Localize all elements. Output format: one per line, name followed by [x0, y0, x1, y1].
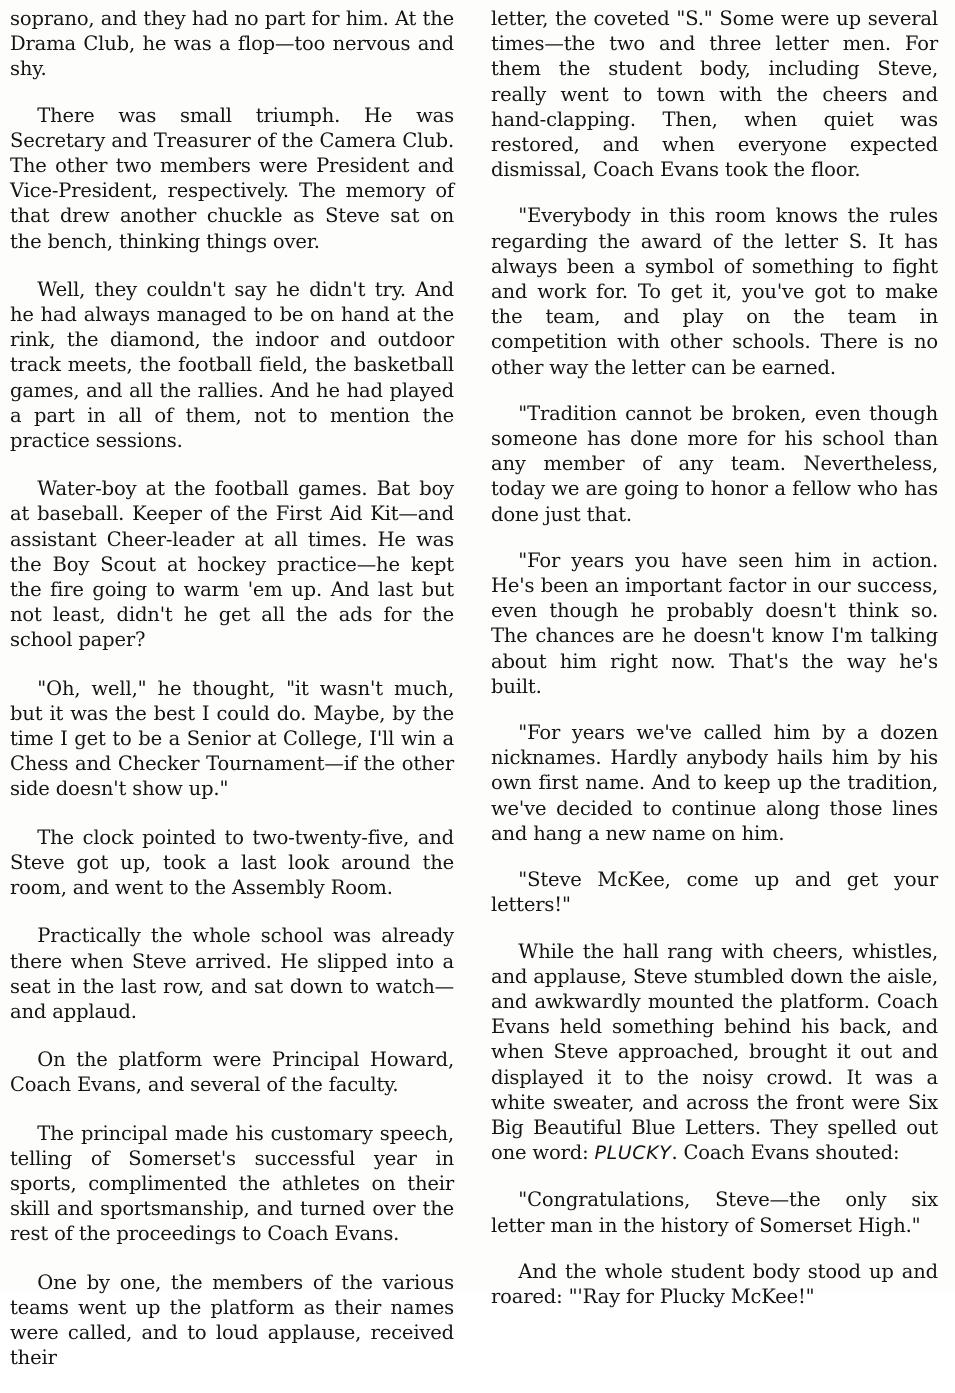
paragraph: On the platform were Principal Howard, Coach Evans, and several of the faculty. [10, 1048, 454, 1097]
paragraph-text: While the hall rang with cheers, whistles, and applause, Steve stumbled down the aisle, and awkwardly mounted the platform. Coach Evans held something behind his back, and when Steve approached, brought it out and displayed it to the noisy crowd. It was a white sweater, and across the front were Six Big Beautiful Blue Letters. They spelled out one word: [491, 939, 938, 1165]
paragraph: soprano, and they had no part for him. At the Drama Club, he was a flop—too nervous and shy. [10, 7, 454, 81]
paragraph: One by one, the members of the various teams went up the platform as their names were called, and to loud applause, received their [10, 1270, 454, 1370]
paragraph: "For years we've called him by a dozen nicknames. Hardly anybody hails him by his own first name. And to keep up the tradition, we've decided to continue along those lines and hang a new name on him. [491, 721, 938, 845]
emphasized-word: PLUCKY [594, 1142, 672, 1165]
left-column [10, 6, 454, 1393]
paragraph: "Oh, well," he thought, "it wasn't much, but it was the best I could do. Maybe, by the time I get to be a Senior at College, I'll win a Chess and Checker Tournament—if the other side doesn't show up." [10, 676, 454, 801]
paragraph: letter, the coveted "S." Some were up several times—the two and three letter men. For them the student body, including Steve, really went to town with the cheers and hand-clapping. Then, when quiet was restored, and when everyone expected dismissal, Coach Evans took the floor. [491, 7, 938, 182]
paragraph-text: . Coach Evans shouted: [671, 1141, 900, 1165]
paragraph: The principal made his customary speech, telling of Somerset's successful year in sports, complimented the athletes on their skill and sportsmanship, and turned over the rest of the proceedings to Coach Evans. [10, 1121, 454, 1246]
climax-paragraph [491, 939, 938, 1167]
paragraph: And the whole student body stood up and roared: "'Ray for Plucky McKee!" [491, 1259, 938, 1308]
paragraph: The clock pointed to two-twenty-five, and Steve got up, took a last look around the room, and went to the Assembly Room. [10, 825, 454, 900]
paragraph: "Steve McKee, come up and get your letters!" [491, 868, 938, 917]
right-column [491, 6, 938, 1330]
paragraph: "Everybody in this room knows the rules regarding the award of the letter S. It has always been a symbol of something to fight and work for. To get it, you've got to make the team, and play on the team in competition with other schools. There is no other way the letter can be earned. [491, 204, 938, 379]
paragraph: "For years you have seen him in action. He's been an important factor in our success, even though he probably doesn't think so. The chances are he doesn't know I'm talking about him right now. That's the way he's built. [491, 548, 938, 698]
paragraph: Water-boy at the football games. Bat boy at baseball. Keeper of the First Aid Kit—and assistant Cheer-leader at all times. He was the Boy Scout at hockey practice—he kept the fire going to warm 'em up. And last but not least, didn't he get all the ads for the school paper? [10, 477, 454, 652]
paragraph: "Tradition cannot be broken, even though someone has done more for his school than any member of any team. Nevertheless, today we are going to honor a fellow who has done just that. [491, 401, 938, 526]
paragraph: Well, they couldn't say he didn't try. And he had always managed to be on hand at the rink, the diamond, the indoor and outdoor track meets, the football field, the basketball games, and all the rallies. And he had played a part in all of them, not to mention the practice sessions. [10, 277, 454, 453]
paragraph: Practically the whole school was already there when Steve arrived. He slipped into a seat in the last row, and sat down to watch—and applaud. [10, 924, 454, 1023]
paragraph: "Congratulations, Steve—the only six letter man in the history of Somerset High." [491, 1188, 938, 1237]
paragraph: There was small triumph. He was Secretary and Treasurer of the Camera Club. The other two members were President and Vice-President, respectively. The memory of that drew another chuckle as Steve sat on the bench, thinking things over. [10, 103, 454, 253]
